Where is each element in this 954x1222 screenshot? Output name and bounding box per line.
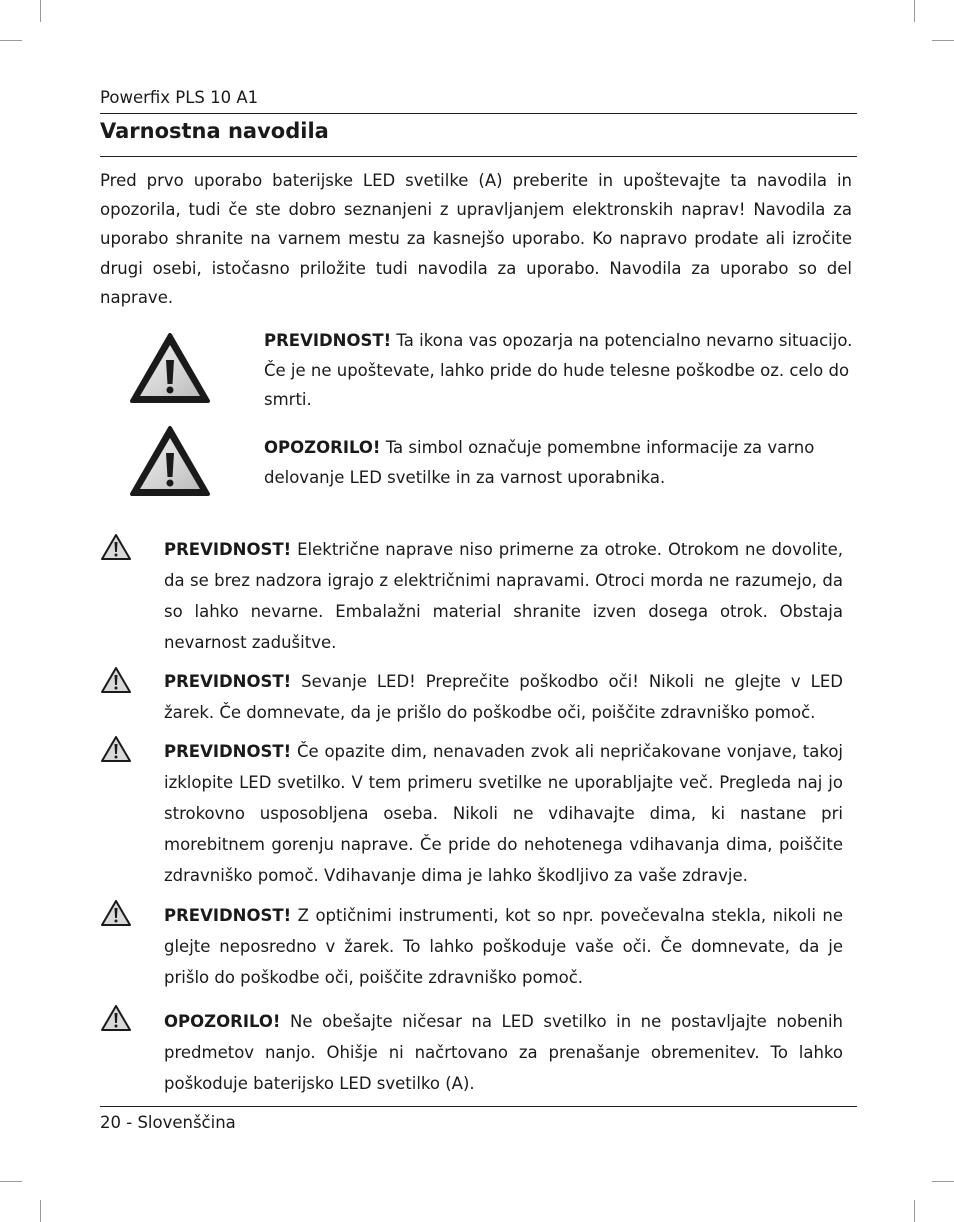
product-name: Powerfix PLS 10 A1 bbox=[100, 88, 259, 107]
warning-item bbox=[164, 900, 843, 993]
crop-mark bbox=[914, 0, 915, 22]
footer-rule bbox=[100, 1106, 857, 1107]
legend-label: PREVIDNOST! bbox=[264, 331, 392, 350]
warning-item bbox=[164, 736, 843, 891]
warning-description: Električne naprave niso primerne za otroke. Otrokom ne dovolite, da se brez nadzora igrajo z električnimi napravami. Otroci morda ne razumejo, da so lahko nevarne. Embalažni material shranite izven dosega otrok. Obstaja nevarnost zadušitve. bbox=[164, 540, 843, 652]
warning-description: Ne obešajte ničesar na LED svetilko in ne postavljajte nobenih predmetov nanjo. Ohišje ni načrtovano za prenašanje obremenitev. To lahko poškoduje baterijsko LED svetilko (A). bbox=[164, 1012, 843, 1093]
legend-description: Ta ikona vas opozarja na potencialno nevarno situacijo. Če je ne upoštevate, lahko pride do hude telesne poškodbe oz. celo do smrti. bbox=[264, 331, 853, 409]
warning-triangle-icon bbox=[100, 533, 132, 561]
header-rule bbox=[100, 113, 857, 114]
crop-mark bbox=[914, 1200, 915, 1222]
warning-label: PREVIDNOST! bbox=[164, 672, 292, 691]
crop-mark bbox=[0, 40, 22, 41]
crop-mark bbox=[0, 1181, 22, 1182]
warning-triangle-icon bbox=[100, 666, 132, 694]
warning-triangle-icon bbox=[100, 1004, 132, 1032]
legend-label: OPOZORILO! bbox=[264, 438, 381, 457]
crop-mark bbox=[932, 40, 954, 41]
warning-triangle-icon bbox=[100, 735, 132, 763]
crop-mark bbox=[932, 1181, 954, 1182]
legend-item bbox=[264, 433, 854, 492]
warning-item bbox=[164, 1006, 843, 1099]
warning-triangle-icon bbox=[100, 899, 132, 927]
warning-triangle-icon bbox=[129, 332, 211, 404]
warning-description: Sevanje LED! Preprečite poškodbo oči! Nikoli ne glejte v LED žarek. Če domnevate, da je prišlo do poškodbe oči, poiščite zdravniško pomoč. bbox=[164, 672, 843, 722]
warning-description: Z optičnimi instrumenti, kot so npr. povečevalna stekla, nikoli ne glejte neposredno v žarek. To lahko poškoduje vaše oči. Če domnevate, da je prišlo do poškodbe oči, poiščite zdravniško pomoč. bbox=[164, 906, 843, 987]
legend-description: Ta simbol označuje pomembne informacije za varno delovanje LED svetilke in za varnost uporabnika. bbox=[264, 438, 815, 487]
legend-item bbox=[264, 326, 854, 415]
crop-mark bbox=[40, 0, 41, 22]
warning-label: PREVIDNOST! bbox=[164, 906, 292, 925]
crop-mark bbox=[40, 1200, 41, 1222]
title-rule bbox=[100, 156, 857, 157]
warning-item bbox=[164, 666, 843, 728]
warning-triangle-icon bbox=[129, 425, 211, 497]
warning-label: PREVIDNOST! bbox=[164, 540, 292, 559]
warning-label: OPOZORILO! bbox=[164, 1012, 281, 1031]
warning-description: Če opazite dim, nenavaden zvok ali nepričakovane vonjave, takoj izklopite LED svetilko. V tem primeru svetilke ne uporabljajte več. Pregleda naj jo strokovno usposobljena oseba. Nikoli ne vdihavajte dima, ki nastane pri morebitnem gorenju naprave. Če pride do nehotenega vdihavanja dima, poiščite zdravniško pomoč. Vdihavanje dima je lahko škodljivo za vaše zdravje. bbox=[164, 742, 843, 885]
intro-paragraph: Pred prvo uporabo baterijske LED svetilke (A) preberite in upoštevajte ta navodila in opozorila, tudi če ste dobro seznanjeni z upravljanjem elektronskih naprav! Navodila za uporabo shranite na varnem mestu za kasnejšo uporabo. Ko napravo prodate ali izročite drugi osebi, istočasno priložite tudi navodila za uporabo. Navodila za uporabo so del naprave. bbox=[100, 171, 852, 307]
warning-label: PREVIDNOST! bbox=[164, 742, 292, 761]
page-number: 20 - Slovenščina bbox=[100, 1113, 236, 1132]
page-title: Varnostna navodila bbox=[100, 119, 329, 143]
warning-item bbox=[164, 534, 843, 658]
